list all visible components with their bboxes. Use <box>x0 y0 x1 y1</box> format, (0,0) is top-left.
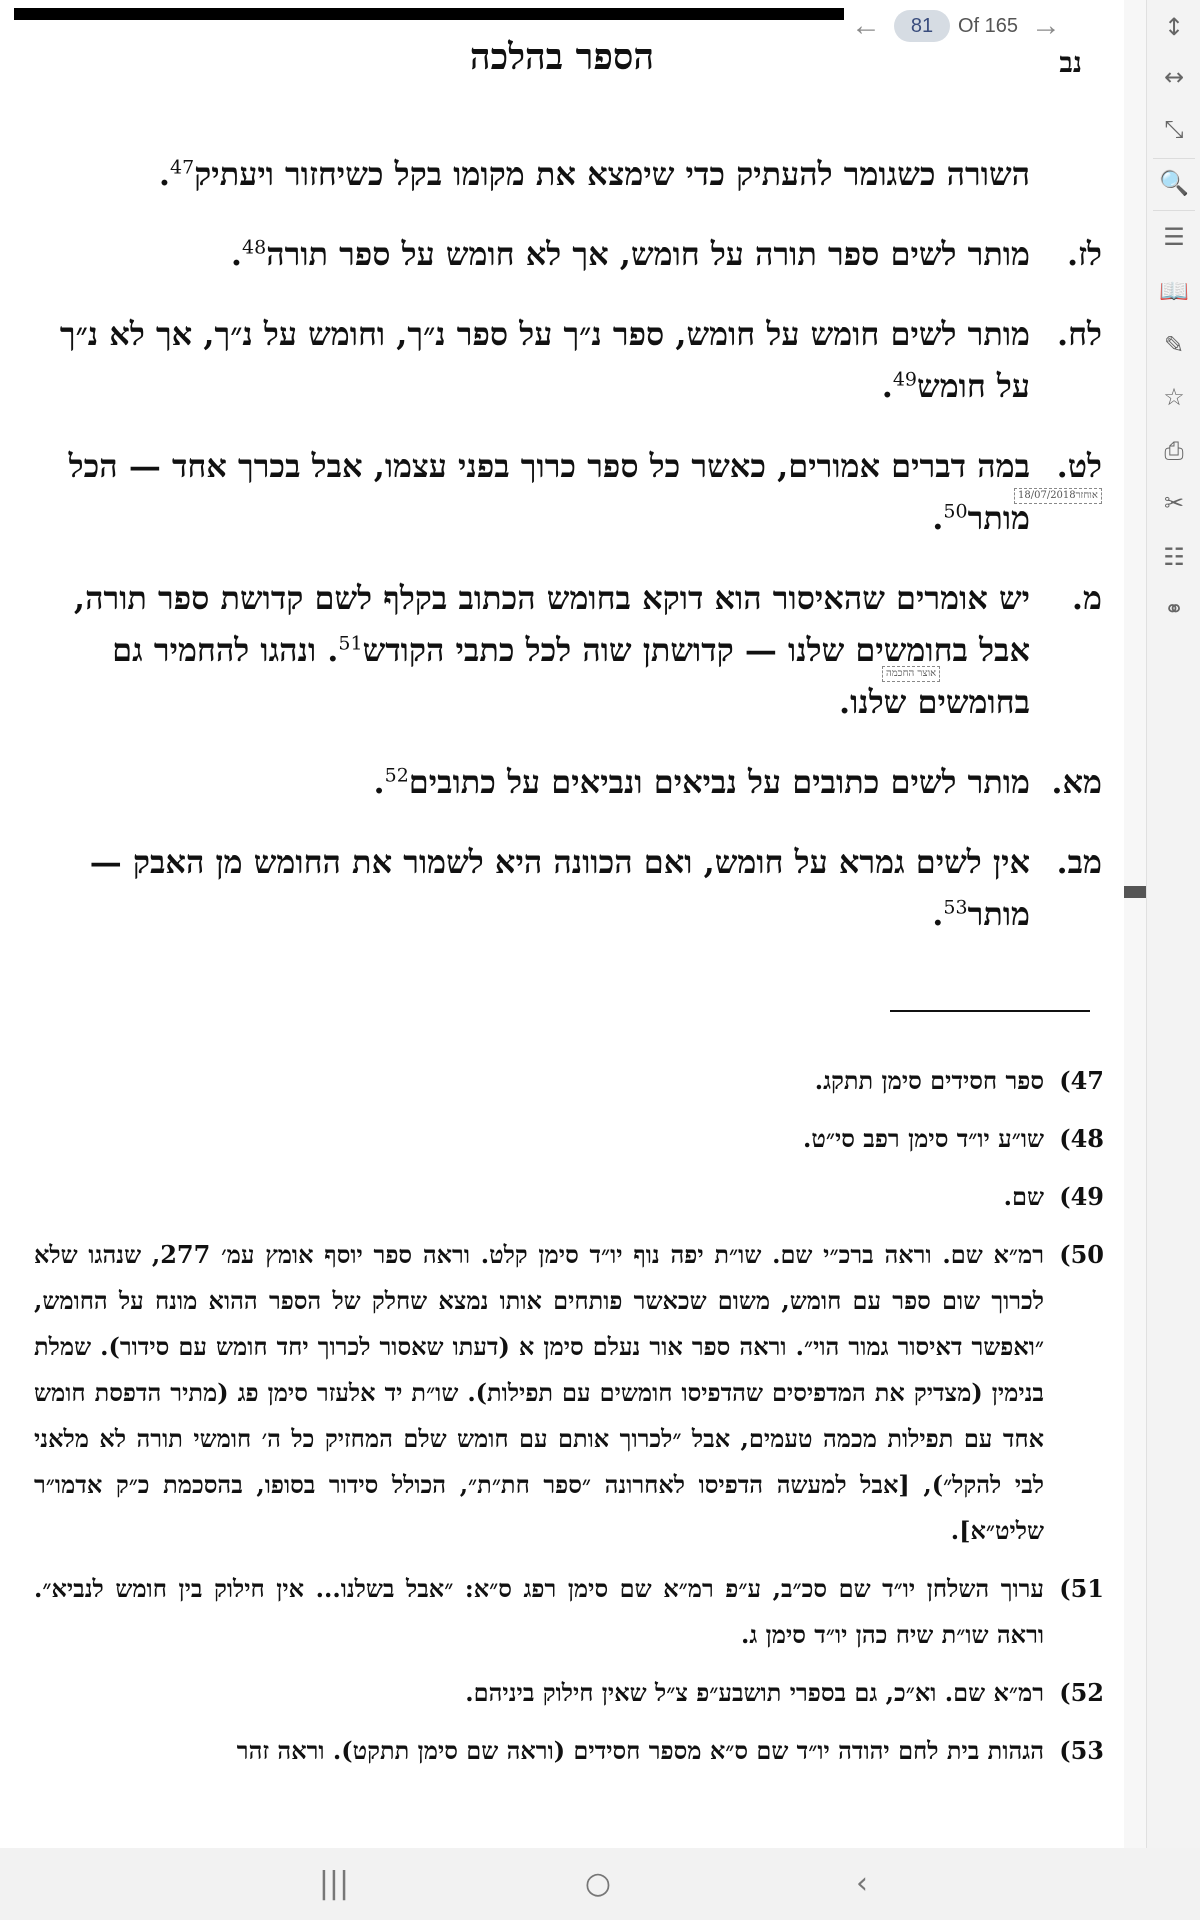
item-number: מב. <box>1056 843 1102 881</box>
footnote-ref[interactable]: 47 <box>169 156 195 179</box>
footnote: 52) רמ״א שם. וא״כ, גם בספרי תושבע״פ צ״ל שאין חילוק ביניהם. <box>465 1678 1104 1707</box>
prev-page-arrow-icon[interactable]: ← <box>851 9 881 42</box>
system-navigation-bar <box>0 1848 1200 1920</box>
footnote-divider <box>890 1010 1090 1012</box>
watermark-stamp: אוצר החכמה <box>882 666 940 682</box>
vertical-scrollbar[interactable] <box>1124 0 1146 1848</box>
footnote: 53) הגהות בית לחם יהודה יו״ד שם ס״א מספר חסידים (וראה שם סימן תתקט). וראה זהר <box>236 1736 1104 1765</box>
fit-width-icon[interactable]: ↔ <box>1163 63 1185 91</box>
star-icon[interactable]: ☆ <box>1163 383 1185 411</box>
halacha-item: מ. יש אומרים שהאיסור הוא דוקא בחומש הכתוב בקלף לשם קדושת ספר תורה, אבל בחומשים שלנו — קדושתן שוה לכל כתבי הקודש$^{51}$. ונהגו להחמיר גם בחומשים שלנו. <box>30 572 1102 728</box>
home-icon[interactable]: ○ <box>584 1866 612 1901</box>
right-toolbar <box>1146 0 1200 1848</box>
pencil-icon[interactable]: ✎ <box>1163 331 1185 359</box>
main-text <box>30 148 1102 968</box>
page-top-rule <box>14 8 844 20</box>
next-page-arrow-icon[interactable]: → <box>1031 9 1062 42</box>
print-icon[interactable]: ⎙ <box>1164 437 1184 465</box>
footnote: 48) שו״ע יו״ד סימן רפב סי״ט. <box>803 1124 1104 1153</box>
item-number: לח. <box>1056 315 1102 353</box>
page-title: הספר בהלכה <box>469 36 655 78</box>
halacha-item: מב. אין לשים גמרא על חומש, ואם הכוונה היא לשמור את החומש מן האבק — מותר$^{53}$. <box>30 836 1102 940</box>
page-navigator <box>846 8 1066 44</box>
scissors-icon[interactable]: ✂ <box>1163 489 1185 517</box>
retrieval-stamp: 18/07/2018אוחזר <box>1014 488 1102 504</box>
toolbar-separator <box>1153 158 1195 159</box>
footnotes-section <box>34 1058 1104 1786</box>
total-pages-label: Of 165 <box>958 14 1019 37</box>
fit-height-icon[interactable]: ↕ <box>1163 13 1185 41</box>
document-page <box>14 8 1110 1848</box>
footnote-ref[interactable]: 51 <box>338 632 363 655</box>
intro-paragraph: השורה כשגומר להעתיק כדי שימצא את מקומו בקל כשיחזור ויעתיק$^{47}$. <box>158 155 1030 193</box>
footnote: 51) ערוך השלחן יו״ד שם סכ״ב, ע״פ רמ״א שם סימן רפג ס״א: ״אבל בשלנו... אין חילוק בין חומש לנביא״. וראה שו״ת שיח כהן יו״ד סימן ג. <box>34 1574 1104 1649</box>
item-number: מ. <box>1071 579 1102 617</box>
footnote: 49) שם. <box>1003 1182 1104 1211</box>
item-number: מא. <box>1051 763 1102 801</box>
footnote-ref[interactable]: 53 <box>943 896 968 919</box>
footnote-ref[interactable]: 52 <box>384 764 409 787</box>
item-number: לט. <box>1056 447 1102 485</box>
footnote-ref[interactable]: 50 <box>943 500 968 523</box>
item-number: לז. <box>1066 235 1102 273</box>
reader-icon[interactable]: ☷ <box>1163 543 1185 571</box>
scroll-thumb[interactable] <box>1124 886 1146 898</box>
running-page-number: נב <box>1059 46 1082 79</box>
footnote-ref[interactable]: 49 <box>892 368 918 391</box>
link-icon[interactable]: ⚭ <box>1163 595 1185 623</box>
fullscreen-icon[interactable]: ⤡ <box>1164 115 1184 143</box>
halacha-item: לח. מותר לשים חומש על חומש, ספר נ״ך על ספר נ״ך, וחומש על נ״ך, אך לא נ״ך על חומש$^{49}$. <box>30 308 1102 412</box>
footnote: 47) ספר חסידים סימן תתקג. <box>814 1066 1104 1095</box>
book-icon[interactable]: 📖 <box>1159 277 1189 305</box>
footnote: 50) רמ״א שם. וראה ברכ״י שם. שו״ת יפה נוף יו״ד סימן קלט. וראה ספר יוסף אומץ עמ׳ 277, שנהגו שלא לכרוך שום ספר עם חומש, משום שכאשר פותחים אותו נמצא שחלק של הספר ההוא מונח על החומש, ״ואפשר דאיסור גמור הוי״. וראה ספר אור נעלם סימן א (דעתו שאסור לכרוך יחד חומש עם סידור). שמלת בנימין (מצדיק את המדפיסים שהדפיסו חומשים עם תפילות). שו״ת יד אלעזר סימן פג (מתיר הדפסת חומש אחד עם תפילות מכמה טעמים, אבל ״לכרוך אותם עם חומש שלם המחזיק כל ה׳ חומשי תורה לא מלאני לבי להקל״), [אבל למעשה הדפיסו לאחרונה ״ספר חת״ת״, הכולל סידור בסופו, בהסכמת כ״ק אדמו״ר שליט״א]. <box>34 1240 1104 1545</box>
current-page-input[interactable]: 81 <box>894 10 950 42</box>
layers-icon[interactable]: ☰ <box>1163 223 1185 251</box>
footnote-ref[interactable]: 48 <box>242 236 267 259</box>
halacha-item: לז. מותר לשים ספר תורה על חומש, אך לא חומש על ספר תורה$^{48}$. <box>30 228 1102 280</box>
halacha-item: לט. במה דברים אמורים, כאשר כל ספר כרוך בפני עצמו, אבל בכרך אחד — הכל מותר$^{50}$. <box>30 440 1102 544</box>
toolbar-separator <box>1153 210 1195 211</box>
recents-icon[interactable]: ||| <box>318 1866 350 1901</box>
halacha-item: מא. מותר לשים כתובים על נביאים ונביאים על כתובים$^{52}$. <box>30 756 1102 808</box>
zoom-search-icon[interactable]: 🔍 <box>1159 169 1189 197</box>
back-icon[interactable]: ‹ <box>856 1866 868 1901</box>
